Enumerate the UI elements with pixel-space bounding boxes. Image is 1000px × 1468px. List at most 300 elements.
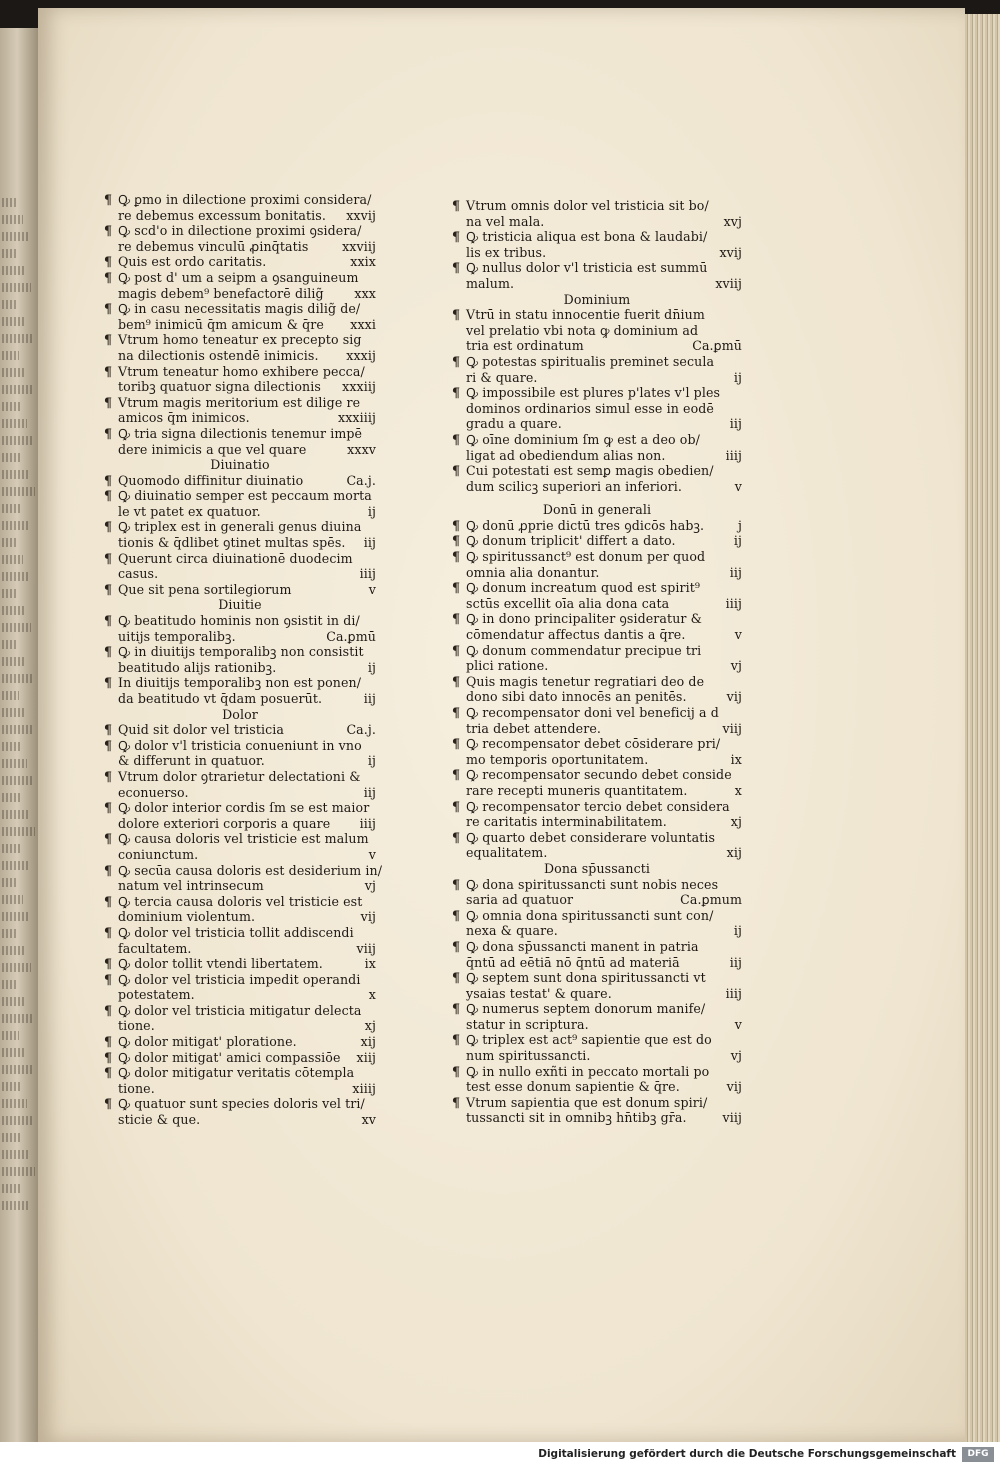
chapter-number: xij xyxy=(360,1034,376,1050)
index-entry xyxy=(104,551,376,582)
chapter-number: x xyxy=(368,987,376,1003)
entry-line xyxy=(104,1018,376,1034)
entry-line xyxy=(104,629,376,645)
previous-page-text-fragment xyxy=(2,232,30,241)
index-entry xyxy=(104,738,376,769)
entry-text: lis ex tribus. xyxy=(466,244,547,260)
entry-line xyxy=(452,229,742,245)
entry-text: Vtrū in statu innocentie fuerit dn̄ium xyxy=(466,307,705,323)
entry-line xyxy=(104,675,376,691)
entry-text: Ꝙ secūa causa doloris est desiderium in/ xyxy=(118,862,383,878)
entry-line xyxy=(104,317,376,333)
entry-line xyxy=(452,565,742,581)
index-entry xyxy=(104,395,376,426)
previous-page-text-fragment xyxy=(2,453,21,462)
entry-line xyxy=(452,986,742,1002)
section-heading: Dona sp̄ussancti xyxy=(543,860,651,876)
chapter-number: vij xyxy=(360,909,376,925)
index-entry xyxy=(104,1096,376,1127)
previous-page-text-fragment xyxy=(2,1065,33,1074)
entry-line xyxy=(104,504,376,520)
index-entry xyxy=(104,254,376,270)
entry-text: Ꝙ dolor vel tristicia mitigatur delecta xyxy=(118,1002,362,1018)
chapter-number: iij xyxy=(729,416,742,432)
entry-line xyxy=(104,862,383,879)
entry-text: Ꝙ spiritussanct⁹ est donum per quod xyxy=(466,549,706,565)
previous-page-text-fragment xyxy=(2,1031,19,1040)
entry-line xyxy=(104,831,376,847)
index-entry xyxy=(104,332,376,363)
entry-text: Quis est ordo caritatis. xyxy=(118,254,267,270)
chapter-number: iij xyxy=(363,691,376,706)
entry-line xyxy=(452,198,742,214)
entry-line xyxy=(452,385,742,401)
entry-text: re debemus vinculū ꝓinq̄tatis xyxy=(118,238,309,254)
entry-text: na vel mala. xyxy=(466,213,545,229)
index-entry xyxy=(452,432,742,463)
chapter-number: ij xyxy=(733,533,742,549)
entry-text: Quid sit dolor vel tristicia xyxy=(118,722,285,738)
entry-text: le vt patet ex quatuor. xyxy=(118,503,261,519)
entry-line xyxy=(452,518,742,534)
entry-text: Ꝙ dolor mitigat' amici compassiōe xyxy=(118,1049,341,1065)
previous-page-text-fragment xyxy=(2,1048,26,1057)
chapter-number: xxxij xyxy=(346,347,376,363)
entry-line xyxy=(104,395,376,411)
entry-text: mo temporis oportunitatem. xyxy=(466,751,649,767)
entry-line xyxy=(452,627,742,643)
index-entry xyxy=(104,1050,376,1066)
entry-text: amicos q̄m inimicos. xyxy=(118,410,250,426)
previous-page-text-fragment xyxy=(2,521,29,530)
index-entry xyxy=(104,972,376,1003)
entry-text: Ꝙ dona sp̄ussancti manent in patria xyxy=(466,938,699,954)
entry-line xyxy=(452,892,742,908)
entry-text: Cui potestati est semꝑ magis obedien/ xyxy=(466,463,714,479)
entry-text: Ꝙ septem sunt dona spiritussancti vt xyxy=(466,970,706,986)
chapter-number: vj xyxy=(364,878,376,894)
entry-text: saria ad quatuor xyxy=(466,892,574,908)
previous-page-text-fragment xyxy=(2,810,28,819)
previous-page-text-fragment xyxy=(2,1133,21,1142)
chapter-number: v xyxy=(368,846,376,862)
entry-text: Ꝙ diuinatio semper est peccaum morta xyxy=(118,488,372,504)
index-entry xyxy=(104,1034,376,1050)
index-entry xyxy=(452,385,742,432)
entry-text: q̄ntū ad eētiā nō q̄ntū ad materiā xyxy=(466,954,680,970)
dfg-logo: DFG xyxy=(962,1447,994,1462)
previous-page-text-fragment xyxy=(2,640,18,649)
entry-line xyxy=(452,533,742,549)
chapter-number: v xyxy=(734,478,742,494)
entry-line xyxy=(104,1096,376,1112)
entry-line xyxy=(104,660,376,676)
entry-text: num spiritussancti. xyxy=(466,1048,591,1064)
previous-page-edge xyxy=(0,28,38,1442)
entry-line xyxy=(452,611,742,627)
entry-text: natum vel intrinsecum xyxy=(118,878,264,894)
index-entry xyxy=(452,767,742,798)
previous-page-text-fragment xyxy=(2,589,17,598)
previous-page-text-fragment xyxy=(2,946,24,955)
index-entry xyxy=(452,1032,742,1063)
entry-text: Ꝙ in nullo exñti in peccato mortali po xyxy=(466,1063,710,1079)
entry-text: plici ratione. xyxy=(466,658,549,674)
entry-text: Ꝙ recompensator tercio debet considera xyxy=(466,798,730,814)
entry-text: dominium violentum. xyxy=(118,909,256,925)
index-entry xyxy=(104,270,376,301)
section-heading: Diuinatio xyxy=(210,457,270,473)
chapter-number: iiij xyxy=(359,566,376,582)
previous-page-text-fragment xyxy=(2,623,31,632)
entry-text: econuerso. xyxy=(118,784,189,800)
entry-line xyxy=(452,580,742,596)
entry-text: Ꝙ dolor mitigat' ploratione. xyxy=(118,1034,297,1050)
chapter-number: iij xyxy=(363,535,376,551)
index-entry xyxy=(452,354,742,385)
chapter-number: ix xyxy=(730,751,742,767)
previous-page-text-fragment xyxy=(2,606,24,615)
previous-page-text-fragment xyxy=(2,317,25,326)
entry-text: vel prelatio vbi nota ꝙ dominium ad xyxy=(466,322,699,338)
chapter-number: ij xyxy=(367,659,376,675)
entry-line xyxy=(452,767,742,783)
previous-page-text-fragment xyxy=(2,1116,34,1125)
section-heading: Dominium xyxy=(563,291,631,307)
entry-text: Ꝙ dolor vel tristicia tollit addiscendi xyxy=(118,924,354,940)
entry-line xyxy=(104,239,376,255)
chapter-number: xvij xyxy=(719,244,742,260)
index-entry xyxy=(452,643,742,674)
entry-text: dum scilicꝫ superiori an inferiori. xyxy=(466,478,683,494)
entry-line xyxy=(104,972,376,988)
entry-line xyxy=(104,410,376,426)
entry-text: sticie & que. xyxy=(118,1112,201,1128)
entry-text: dominos ordinarios simul esse in eodē xyxy=(466,400,714,416)
entry-text: Ꝙ donum commendatur precipue tri xyxy=(466,642,702,658)
entry-line xyxy=(104,1081,376,1097)
entry-text: tionis & q̄dlibet ꝯtinet multas spēs. xyxy=(118,535,346,551)
previous-page-text-fragment xyxy=(2,776,34,785)
entry-line xyxy=(104,1065,376,1081)
entry-line xyxy=(452,214,742,230)
chapter-number: viij xyxy=(722,1110,742,1126)
entry-text: Ꝙ tristicia aliqua est bona & laudabi/ xyxy=(466,229,708,245)
entry-line xyxy=(452,783,742,799)
entry-text: tria est ordinatum xyxy=(466,338,584,354)
previous-page-text-fragment xyxy=(2,555,23,564)
index-entry xyxy=(452,705,742,736)
entry-line xyxy=(452,549,742,565)
chapter-number: j xyxy=(737,517,742,533)
chapter-number: xj xyxy=(364,1018,376,1034)
chapter-number: xxxiij xyxy=(342,379,376,395)
entry-text: tria debet attendere. xyxy=(466,720,601,736)
chapter-number: x xyxy=(734,782,742,798)
entry-line xyxy=(104,1034,376,1050)
entry-text: Ꝙ donū ꝓprie dictū tres ꝯdicōs habꝫ. xyxy=(466,517,705,533)
entry-text: magis debem⁹ benefactorē dilig̃ xyxy=(118,285,324,301)
index-entry xyxy=(104,956,376,972)
entry-line xyxy=(452,260,742,276)
entry-text: statur in scriptura. xyxy=(466,1016,589,1032)
entry-line xyxy=(452,276,742,292)
entry-line xyxy=(104,332,376,348)
previous-page-text-fragment xyxy=(2,827,35,836)
entry-text: Ꝙ donum increatum quod est spirit⁹ xyxy=(466,580,701,596)
entry-text: Ꝙ dolor vel tristicia impedit operandi xyxy=(118,971,361,987)
entry-line xyxy=(104,442,376,458)
entry-text: Ꝙ dolor mitigatur veritatis cōtempla xyxy=(118,1065,355,1081)
previous-page-text-fragment xyxy=(2,1082,20,1091)
previous-page-text-fragment xyxy=(2,929,17,938)
previous-page-text-fragment xyxy=(2,878,16,887)
previous-page-text-fragment xyxy=(2,725,33,734)
chapter-number: xiiij xyxy=(352,1080,376,1096)
entry-text: Ꝙ scd'o in dilectione proximi ꝯsidera/ xyxy=(118,223,362,239)
chapter-number: xvj xyxy=(723,213,742,229)
previous-page-text-fragment xyxy=(2,470,28,479)
chapter-number: Ca.ꝑmum xyxy=(680,892,742,908)
index-entry xyxy=(104,519,376,550)
entry-text: Ꝙ triplex est act⁹ sapientie que est do xyxy=(466,1032,712,1048)
entry-text: Ꝙ donum triplicit' differt a dato. xyxy=(466,533,676,549)
previous-page-text-fragment xyxy=(2,300,18,309)
previous-page-text-fragment xyxy=(2,963,31,972)
entry-line xyxy=(104,270,376,286)
entry-text: Ꝙ post d' um a seipm a ꝯsanguineum xyxy=(118,269,359,285)
entry-line xyxy=(104,286,376,302)
entry-line xyxy=(104,894,376,910)
entry-line xyxy=(452,939,742,955)
entry-line xyxy=(452,970,742,986)
chapter-number: iij xyxy=(363,784,376,800)
entry-line xyxy=(452,705,742,721)
index-entry xyxy=(104,862,383,894)
entry-line xyxy=(452,877,742,893)
chapter-number: vij xyxy=(726,1079,742,1095)
entry-text: Ꝙ dolor tollit vtendi libertatem. xyxy=(118,956,323,972)
entry-line xyxy=(104,551,376,567)
entry-line xyxy=(104,753,376,769)
entry-line xyxy=(104,816,376,832)
entry-line xyxy=(104,426,376,442)
entry-line xyxy=(104,519,376,535)
entry-text: Ꝙ omnia dona spiritussancti sunt con/ xyxy=(466,907,714,923)
entry-line xyxy=(452,370,742,386)
entry-text: Vtrum dolor ꝯtrarietur delectationi & xyxy=(118,768,361,784)
chapter-number: iij xyxy=(729,564,742,580)
entry-line xyxy=(452,908,742,924)
entry-line xyxy=(452,814,742,830)
entry-text: Ꝙ dona spiritussancti sunt nobis neces xyxy=(466,876,719,892)
entry-text: Ꝙ quarto debet considerare voluntatis xyxy=(466,829,716,845)
index-entry xyxy=(104,800,376,831)
index-entry xyxy=(104,925,376,956)
chapter-number: xj xyxy=(730,814,742,830)
chapter-number: viij xyxy=(356,940,376,956)
entry-line xyxy=(104,223,376,239)
chapter-number: Ca.ꝑmū xyxy=(692,338,742,354)
previous-page-text-fragment xyxy=(2,912,30,921)
entry-text: malum. xyxy=(466,275,515,291)
index-entry xyxy=(452,580,742,611)
entry-text: Ꝙ impossibile est plures p'lates v'l ples xyxy=(466,385,721,401)
index-entry xyxy=(104,675,376,706)
index-entry xyxy=(104,488,376,519)
entry-line xyxy=(452,845,742,861)
index-entry xyxy=(104,1003,376,1034)
entry-text: tione. xyxy=(118,1080,155,1096)
previous-page-text-fragment xyxy=(2,691,19,700)
index-entry xyxy=(452,533,742,549)
previous-page-text-fragment xyxy=(2,198,16,207)
entry-text: coniunctum. xyxy=(118,846,199,862)
index-entry xyxy=(104,644,376,675)
previous-page-text-fragment xyxy=(2,1014,32,1023)
chapter-number: iiij xyxy=(725,447,742,463)
chapter-number: xxviij xyxy=(342,238,376,254)
chapter-number: vj xyxy=(730,658,742,674)
entry-line xyxy=(104,301,376,317)
entry-text: bem⁹ inimicū q̄m amicum & q̄re xyxy=(118,316,324,332)
entry-text: Vtrum teneatur homo exhibere pecca/ xyxy=(118,363,365,379)
chapter-number: ij xyxy=(733,369,742,385)
chapter-number: xxxiiij xyxy=(338,410,376,426)
entry-text: Ꝙ oīne dominium ſm ꝙ est a deo ob/ xyxy=(466,431,700,447)
entry-line xyxy=(104,1050,376,1066)
entry-line xyxy=(104,987,376,1003)
previous-page-text-fragment xyxy=(2,419,27,428)
entry-text: Ꝙ tria signa dilectionis tenemur impē xyxy=(118,425,363,441)
index-entry xyxy=(452,518,742,534)
chapter-number: xij xyxy=(726,845,742,861)
right-index-column xyxy=(452,198,742,1126)
index-entry xyxy=(452,799,742,830)
chapter-number: iiij xyxy=(725,595,742,611)
entry-line xyxy=(452,721,742,737)
previous-page-text-fragment xyxy=(2,1201,29,1210)
chapter-number: xviij xyxy=(715,275,742,291)
previous-page-text-fragment xyxy=(2,1150,28,1159)
previous-page-text-fragment xyxy=(2,249,17,258)
previous-page-text-fragment xyxy=(2,1167,35,1176)
previous-page-text-fragment xyxy=(2,1184,22,1193)
index-entry xyxy=(104,223,376,254)
entry-text: Ꝙ numerus septem donorum manife/ xyxy=(466,1001,706,1017)
entry-line xyxy=(104,566,376,582)
entry-line xyxy=(452,1017,742,1033)
entry-line xyxy=(452,1064,742,1080)
chapter-number: v xyxy=(734,627,742,643)
entry-text: Ꝙ in dono principaliter ꝯsideratur & xyxy=(466,611,702,627)
previous-page-text-fragment xyxy=(2,759,27,768)
entry-line xyxy=(104,878,376,894)
entry-text: Ꝙ dolor v'l tristicia conueniunt in vno xyxy=(118,737,362,753)
entry-line xyxy=(452,354,742,370)
entry-line xyxy=(452,1032,742,1048)
entry-text: ligat ad obediendum alias non. xyxy=(466,447,666,463)
entry-line xyxy=(452,643,742,659)
entry-line xyxy=(104,192,376,208)
section-heading: Donū in generali xyxy=(542,502,652,518)
chapter-number: ij xyxy=(733,923,742,939)
chapter-number: Ca.ꝑmū xyxy=(326,628,376,644)
index-entry xyxy=(104,894,376,925)
entry-text: beatitudo alijs rationibꝫ. xyxy=(118,659,277,675)
index-entry xyxy=(452,736,742,767)
entry-line xyxy=(104,785,376,801)
chapter-number: Ca.j. xyxy=(346,722,376,738)
index-entry xyxy=(452,877,742,908)
entry-text: toribꝫ quatuor signa dilectionis xyxy=(118,379,321,395)
entry-line xyxy=(104,769,376,785)
entry-line xyxy=(452,463,742,479)
chapter-number: iij xyxy=(729,954,742,970)
footer-bar xyxy=(0,1442,1000,1468)
previous-page-text-fragment xyxy=(2,895,23,904)
entry-text: Ꝙ triplex est in generali genus diuina xyxy=(118,519,362,535)
entry-line xyxy=(104,956,376,972)
entry-text: tussancti sit in omnibꝫ hn̄tibꝫ gr̄a. xyxy=(466,1110,687,1126)
entry-text: re debemus excessum bonitatis. xyxy=(118,207,326,223)
entry-line xyxy=(452,830,742,846)
entry-text: na dilectionis ostendē inimicis. xyxy=(118,347,319,363)
entry-text: In diuitijs temporalibꝫ non est ponen/ xyxy=(118,675,362,691)
previous-page-text-fragment xyxy=(2,1099,27,1108)
index-entry xyxy=(452,549,742,580)
previous-page-text-fragment xyxy=(2,538,16,547)
entry-text: Vtrum magis meritorium est dilige re xyxy=(118,394,361,410)
entry-text: sctūs excellit oīa alia dona cata xyxy=(466,595,670,611)
chapter-number: iiij xyxy=(725,985,742,1001)
entry-line xyxy=(452,479,742,495)
funding-credit: Digitalisierung gefördert durch die Deutsche Forschungsgemeinschaft xyxy=(538,1448,956,1460)
entry-line xyxy=(452,338,742,354)
index-entry xyxy=(104,613,376,644)
entry-line xyxy=(452,955,742,971)
entry-text: dono sibi dato innocēs an penitēs. xyxy=(466,689,687,705)
index-entry xyxy=(104,473,376,489)
chapter-number: ix xyxy=(364,956,376,972)
chapter-number: ij xyxy=(367,753,376,769)
entry-line xyxy=(104,348,376,364)
entry-line xyxy=(452,799,742,815)
index-entry xyxy=(452,1064,742,1095)
chapter-number: xxix xyxy=(350,254,376,270)
entry-text: test esse donum sapientie & q̄re. xyxy=(466,1079,680,1095)
index-entry xyxy=(104,1065,376,1096)
index-entry xyxy=(452,611,742,642)
entry-line xyxy=(104,722,376,738)
entry-text: Ꝙ potestas spiritualis preminet secula xyxy=(466,353,715,369)
entry-text: Ꝙ tercia causa doloris vel tristicie est xyxy=(118,893,363,909)
entry-text: Ꝙ quatuor sunt species doloris vel tri/ xyxy=(118,1096,365,1112)
entry-text: ysaias testat' & quare. xyxy=(466,985,612,1001)
previous-page-text-fragment xyxy=(2,674,32,683)
entry-line xyxy=(104,644,376,660)
entry-text: Ꝙ recompensator doni vel beneficij a d xyxy=(466,705,719,720)
index-entry xyxy=(452,260,742,291)
chapter-number: ij xyxy=(367,503,376,519)
entry-line xyxy=(452,1048,742,1064)
entry-text: facultatem. xyxy=(118,940,192,956)
section-heading: Dolor xyxy=(222,706,258,722)
previous-page-text-fragment xyxy=(2,436,34,445)
entry-text: nexa & quare. xyxy=(466,923,558,939)
entry-text: Vtrum homo teneatur ex precepto sig xyxy=(118,332,362,348)
entry-line xyxy=(104,535,376,551)
